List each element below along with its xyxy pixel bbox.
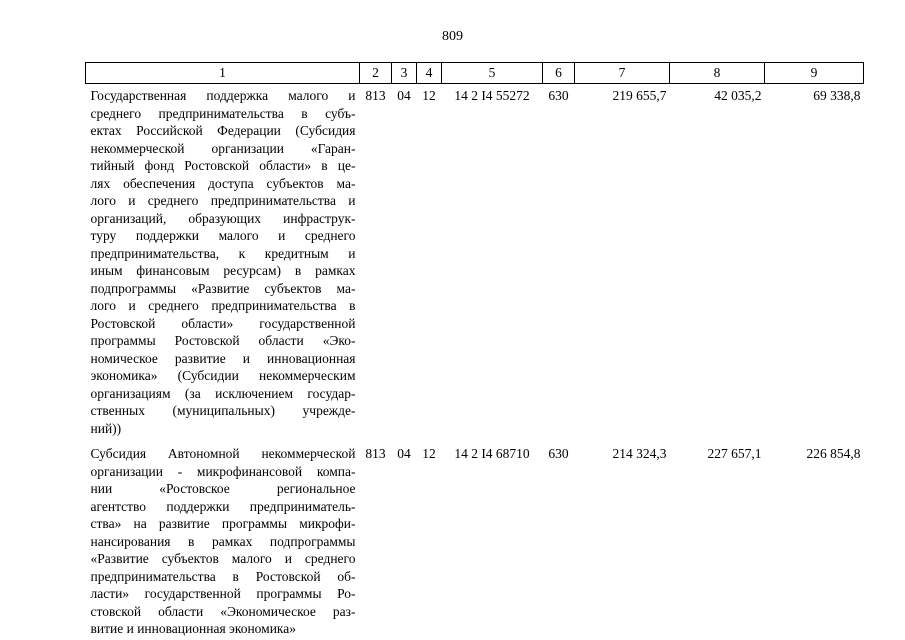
description-line: ства» на развитие программы микрофи- bbox=[90, 516, 356, 531]
description-line: Государственная поддержка малого и bbox=[90, 88, 356, 103]
row-cell-col-8: 42 035,2 bbox=[714, 88, 762, 103]
table-row bbox=[86, 437, 864, 638]
row-description bbox=[86, 84, 360, 438]
row-cell-col-2: 813 bbox=[365, 88, 386, 103]
row-cell-col-7: 219 655,7 bbox=[612, 88, 667, 103]
description-line: программы Ростовской области «Эко- bbox=[90, 333, 356, 348]
description-line: агентство поддержки предприниматель- bbox=[90, 498, 356, 514]
description-line: ний)) bbox=[90, 420, 122, 436]
row-cell-col-3: 04 bbox=[397, 446, 411, 461]
header-col-3: 3 bbox=[392, 63, 417, 84]
page-number: 809 bbox=[442, 29, 463, 44]
row-cell-col-4: 12 bbox=[422, 446, 436, 461]
description-line: Ростовской области» государственной bbox=[90, 315, 356, 331]
description-line: лого и среднего предпринимательства в bbox=[90, 298, 356, 313]
row-cell-col-7: 214 324,3 bbox=[612, 446, 667, 461]
row-cell-col-9: 226 854,8 bbox=[806, 446, 861, 461]
description-line: туру поддержки малого и среднего bbox=[90, 228, 356, 243]
description-line: ектах Российской Федерации (Субсидия bbox=[90, 123, 356, 138]
description-line: подпрограммы «Развитие субъектов ма- bbox=[90, 280, 356, 296]
header-col-9: 9 bbox=[765, 63, 864, 84]
description-line: нансирования в рамках подпрограммы bbox=[90, 533, 356, 549]
description-line: организации - микрофинансовой компа- bbox=[90, 463, 356, 479]
budget-table bbox=[85, 62, 864, 638]
header-col-1: 1 bbox=[86, 63, 360, 84]
header-col-5: 5 bbox=[442, 63, 543, 84]
row-cell-col-3: 04 bbox=[397, 88, 411, 103]
header-row bbox=[86, 63, 864, 84]
row-description bbox=[86, 437, 360, 638]
header-col-6: 6 bbox=[543, 63, 575, 84]
header-col-8: 8 bbox=[670, 63, 765, 84]
row-cell-col-9: 69 338,8 bbox=[813, 88, 861, 103]
description-line: организациям (за исключением государ- bbox=[90, 385, 356, 401]
description-line: предпринимательства в Ростовской об- bbox=[90, 568, 356, 584]
row-cell-col-5: 14 2 I4 68710 bbox=[454, 446, 530, 461]
header-col-7: 7 bbox=[575, 63, 670, 84]
description-line: экономика» (Субсидии некоммерческим bbox=[90, 368, 356, 383]
description-line: тийный фонд Ростовской области» в це- bbox=[90, 158, 356, 173]
description-line: Субсидия Автономной некоммерческой bbox=[90, 446, 356, 461]
row-cell-col-4: 12 bbox=[422, 88, 436, 103]
table-body bbox=[86, 84, 864, 638]
description-line: стовской области «Экономическое раз- bbox=[90, 603, 356, 619]
description-line: лого и среднего предпринимательства и bbox=[90, 193, 356, 208]
description-line: организаций, образующих инфраструк- bbox=[90, 210, 356, 226]
row-cell-col-6: 630 bbox=[548, 88, 569, 103]
description-line: нии «Ростовское региональное bbox=[90, 481, 356, 496]
row-cell-col-6: 630 bbox=[548, 446, 569, 461]
description-line: лях обеспечения доступа субъектов ма- bbox=[90, 175, 356, 191]
description-line: номическое развитие и инновационная bbox=[90, 350, 356, 366]
header-col-2: 2 bbox=[360, 63, 392, 84]
description-line: некоммерческой организации «Гаран- bbox=[90, 140, 356, 156]
table-row bbox=[86, 84, 864, 438]
description-line: ственных (муниципальных) учрежде- bbox=[90, 403, 356, 418]
description-line: предпринимательства, к кредитным и bbox=[90, 245, 356, 261]
row-cell-col-5: 14 2 I4 55272 bbox=[454, 88, 530, 103]
row-cell-col-8: 227 657,1 bbox=[707, 446, 762, 461]
description-line: «Развитие субъектов малого и среднего bbox=[90, 551, 356, 566]
row-cell-col-2: 813 bbox=[365, 446, 386, 461]
table-header bbox=[86, 63, 864, 84]
description-line: среднего предпринимательства в субъ- bbox=[90, 105, 356, 121]
description-line: иным финансовым ресурсам) в рамках bbox=[90, 263, 356, 278]
header-col-4: 4 bbox=[417, 63, 442, 84]
description-line: ласти» государственной программы Ро- bbox=[90, 586, 356, 601]
description-line: витие и инновационная экономика» bbox=[90, 621, 297, 636]
